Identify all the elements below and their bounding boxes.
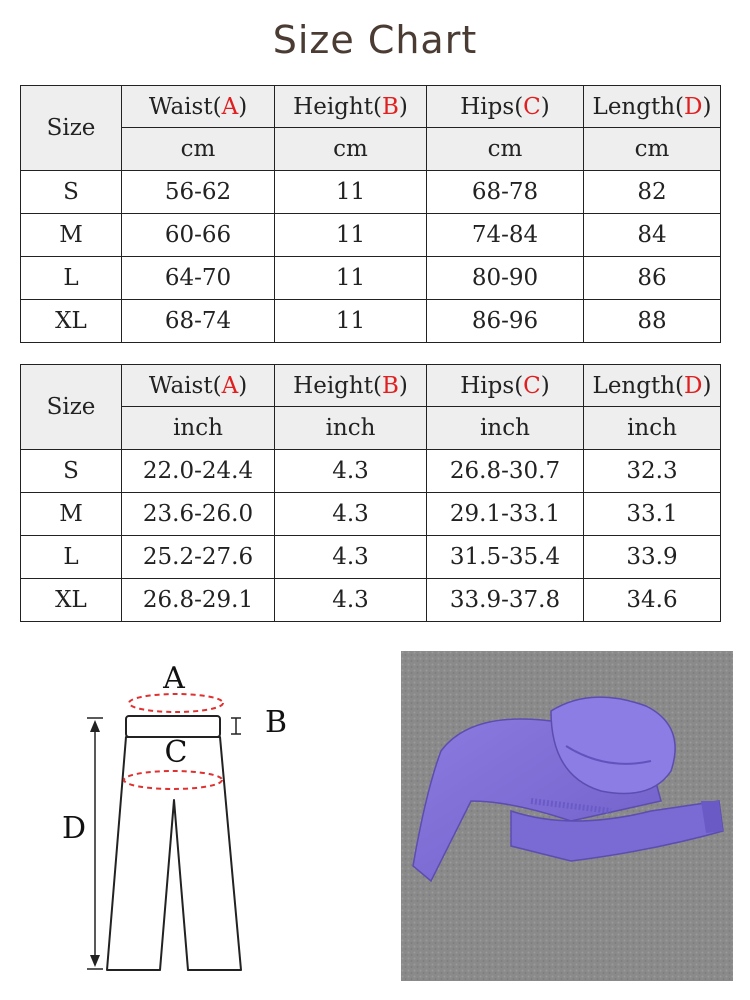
size-cell: M xyxy=(21,214,122,257)
size-table-cm xyxy=(20,85,721,343)
length-cell: 32.3 xyxy=(584,450,721,493)
length-cell: 86 xyxy=(584,257,721,300)
size-header: Size xyxy=(21,365,122,450)
hips-cell: 74-84 xyxy=(427,214,584,257)
size-header: Size xyxy=(21,86,122,171)
unit-cell: inch xyxy=(122,407,275,450)
height-cell: 4.3 xyxy=(275,493,427,536)
length-cell: 84 xyxy=(584,214,721,257)
size-cell: M xyxy=(21,493,122,536)
col-header-hips: Hips(C) xyxy=(427,365,584,407)
height-cell: 11 xyxy=(275,300,427,343)
unit-cell: cm xyxy=(122,128,275,171)
hips-cell: 33.9-37.8 xyxy=(427,579,584,622)
table-row xyxy=(21,171,721,214)
table-row xyxy=(21,493,721,536)
waist-cell: 22.0-24.4 xyxy=(122,450,275,493)
waist-cell: 60-66 xyxy=(122,214,275,257)
waist-cell: 64-70 xyxy=(122,257,275,300)
unit-cell: cm xyxy=(427,128,584,171)
length-cell: 34.6 xyxy=(584,579,721,622)
unit-cell: inch xyxy=(427,407,584,450)
unit-cell: cm xyxy=(584,128,721,171)
waist-cell: 56-62 xyxy=(122,171,275,214)
col-header-height: Height(B) xyxy=(275,365,427,407)
hips-cell: 86-96 xyxy=(427,300,584,343)
table-row xyxy=(21,536,721,579)
length-cell: 33.9 xyxy=(584,536,721,579)
height-cell: 11 xyxy=(275,171,427,214)
height-cell: 11 xyxy=(275,257,427,300)
hips-cell: 68-78 xyxy=(427,171,584,214)
measurement-diagram xyxy=(40,640,380,980)
col-header-length: Length(D) xyxy=(584,365,721,407)
label-c: C xyxy=(164,735,188,770)
length-arrow-down xyxy=(90,955,100,967)
hips-cell: 80-90 xyxy=(427,257,584,300)
size-cell: XL xyxy=(21,579,122,622)
table-row xyxy=(21,257,721,300)
page-title: Size Chart xyxy=(272,18,478,62)
size-cell: XL xyxy=(21,300,122,343)
table-row xyxy=(21,450,721,493)
waist-cell: 23.6-26.0 xyxy=(122,493,275,536)
table-row xyxy=(21,579,721,622)
table-row xyxy=(21,300,721,343)
col-header-length: Length(D) xyxy=(584,86,721,128)
length-cell: 82 xyxy=(584,171,721,214)
unit-cell: inch xyxy=(275,407,427,450)
waist-cell: 25.2-27.6 xyxy=(122,536,275,579)
waistband xyxy=(126,716,220,737)
label-b: B xyxy=(264,705,288,740)
waist-cell: 26.8-29.1 xyxy=(122,579,275,622)
waist-dashed-ellipse xyxy=(129,694,223,712)
col-header-hips: Hips(C) xyxy=(427,86,584,128)
unit-cell: inch xyxy=(584,407,721,450)
col-header-waist: Waist(A) xyxy=(122,365,275,407)
height-cell: 4.3 xyxy=(275,536,427,579)
unit-cell: cm xyxy=(275,128,427,171)
length-cell: 88 xyxy=(584,300,721,343)
hips-cell: 29.1-33.1 xyxy=(427,493,584,536)
label-a: A xyxy=(163,661,185,696)
table-row xyxy=(21,214,721,257)
label-d: D xyxy=(61,811,87,846)
height-cell: 11 xyxy=(275,214,427,257)
waist-cell: 68-74 xyxy=(122,300,275,343)
size-table-inch xyxy=(20,364,721,622)
size-cell: S xyxy=(21,171,122,214)
hips-cell: 31.5-35.4 xyxy=(427,536,584,579)
size-cell: S xyxy=(21,450,122,493)
col-header-waist: Waist(A) xyxy=(122,86,275,128)
col-header-height: Height(B) xyxy=(275,86,427,128)
length-arrow-up xyxy=(90,720,100,732)
height-cell: 4.3 xyxy=(275,579,427,622)
height-cell: 4.3 xyxy=(275,450,427,493)
length-cell: 33.1 xyxy=(584,493,721,536)
size-cell: L xyxy=(21,536,122,579)
size-cell: L xyxy=(21,257,122,300)
product-photo xyxy=(401,651,733,981)
hips-cell: 26.8-30.7 xyxy=(427,450,584,493)
